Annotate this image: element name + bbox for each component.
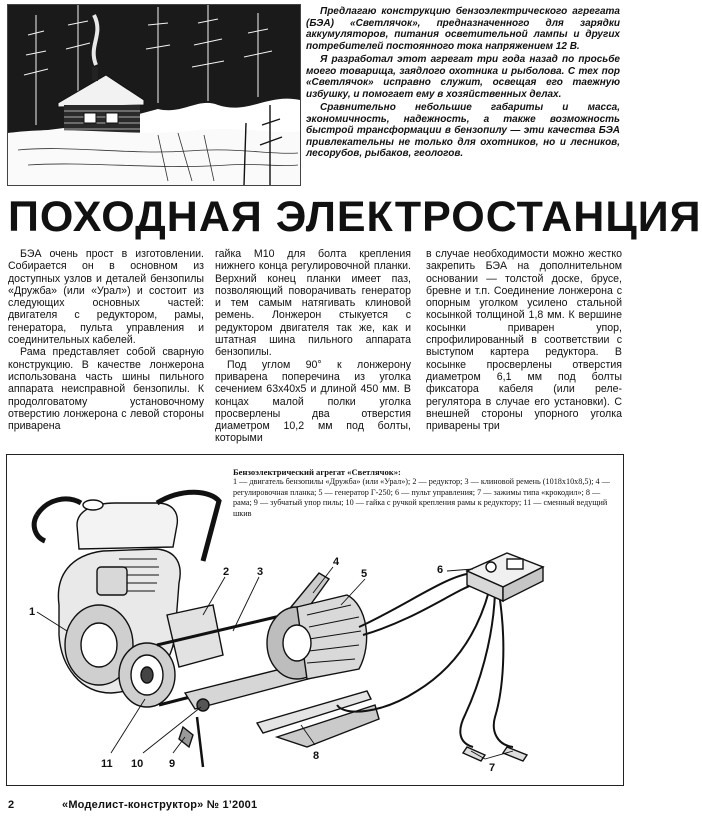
text-column-3 [426,248,622,432]
callout-label: 3 [257,566,264,578]
callout-label: 2 [223,566,230,578]
callout-label: 10 [131,758,144,770]
intro-paragraph: Предлагаю конструкцию бензоэлектрического агрегата (БЭА) «Светлячок», предназначенного для зарядки аккумуляторов, питания осветительной лампы и других потребителей постоянного тока напряжением 12 В. [306,6,620,52]
body-paragraph: гайка М10 для болта крепления нижнего конца регулировочной планки. Верхний конец планки имеет паз, позволяющий поворачивать генератор и тем самым натягивать клиновой ремень. Лонжерон стыкуется с редуктором двигателя так же, как и штатная шина пильного аппарата бензопилы. [215,248,411,359]
intro-paragraph: Сравнительно небольшие габариты и масса, экономичность, надежность, а также возможность быстрой трансформации в бензопилу — эти качества БЭА привлекательны не только для охотников, но и лесников, лесорубов, рыбаков, геологов. [306,102,620,159]
callout-label: 8 [313,750,320,762]
body-paragraph: Рама представляет собой сварную конструкцию. В качестве лонжерона использована часть шины пильного аппарата неисправной бензопилы. К продолговатому установочному отверстию лонжерона с левой стороны приварена [8,346,204,433]
winter-cabin-illustration [7,4,301,186]
callout-label: 11 [101,758,113,770]
article-title: ПОХОДНАЯ ЭЛЕКТРОСТАНЦИЯ [8,193,702,241]
callout-label: 5 [361,568,368,580]
figure-legend [233,467,613,519]
intro-paragraph: Я разработал этот агрегат три года назад по просьбе моего товарища, заядлого охотника и рыболова. С тех пор «Светлячок» исправно служит, освещая его таежную избушку, и помогает ему в хозяйственных делах. [306,54,620,100]
page-number: 2 [8,799,15,811]
callout-label: 1 [29,606,36,618]
intro-text [306,6,620,160]
text-column-1 [8,248,204,432]
legend-text: 1 — двигатель бензопилы «Дружба» (или «Урал»); 2 — редуктор; 3 — клиновой ремень (1018х10х8,5); 4 — регулировочная планка; 5 — генератор Г-250; 6 — пульт управления; 7 — зажимы типа «крокодил»; 8 — рама; 9 — зубчатый упор пилы; 10 — гайка с ручкой крепления рамы к редуктору; 11 — сменный ведущий шкив [233,477,610,518]
body-paragraph: в случае необходимости можно жестко закрепить БЭА на дополнительном основании — толстой доске, брусе, бревне и т.п. Соединение лонжерона с опорным уголком усилено стальной косынкой толщиной 1,8 мм. К вершине косынки приварен упор, спрофилированный в соответствии с выступом картера редуктора. В косынке просверлены отверстия диаметром 6,1 мм под болты фиксатора кабеля (или реле-регулятора в случае его установки). С внешней стороны упорного уголка приварены три [426,248,622,433]
callout-label: 6 [437,564,444,576]
callout-label: 9 [169,758,176,770]
legend-title: Бензоэлектрический агрегат «Светлячок»: [233,467,401,477]
callout-label: 4 [333,556,340,568]
magazine-issue: «Моделист-конструктор» № 1’2001 [62,799,258,811]
body-paragraph: Под углом 90° к лонжерону приварена поперечина из уголка сечением 63х40х5 и длиной 450 мм. В концах малой полки уголка просверлены два отверстия диаметром 10,2 мм под болты, которыми [215,358,411,445]
text-column-2 [215,248,411,445]
callout-label: 7 [489,762,496,774]
page-footer [8,799,620,813]
body-paragraph: БЭА очень прост в изготовлении. Собирается он в основном из доступных узлов и деталей бензопилы «Дружба» (или «Урал») и состоит из следующих основных частей: двигателя с редуктором, рамы, генератора, пульта управления и соединительных кабелей. [8,248,204,347]
